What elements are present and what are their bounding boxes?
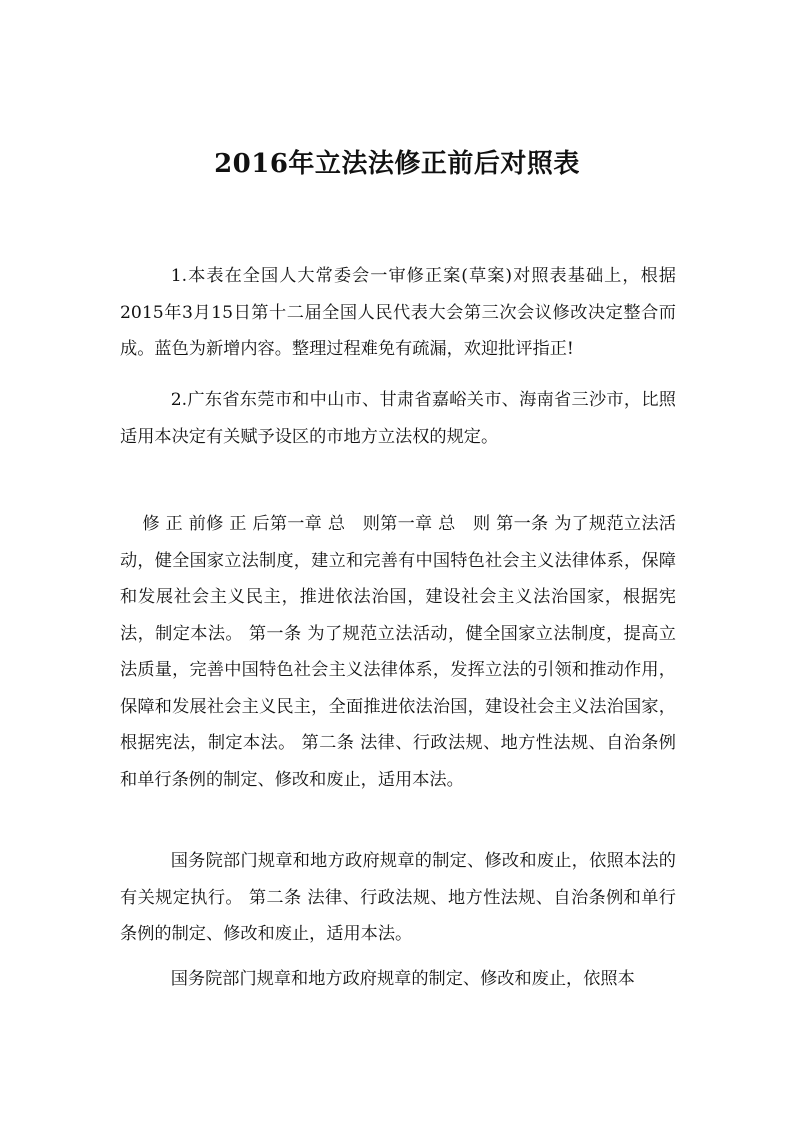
body-paragraph-3: 国务院部门规章和地方政府规章的制定、修改和废止，依照本 <box>170 969 635 989</box>
body-paragraph-1: 修 正 前修 正 后第一章 总 则第一章 总 则 第一条 为了规范立法活动，健全国家立法制度，建立和完善有中国特色社会主义法律体系，保障和发展社会主义民主，推进依法治国，建设社会主义法治国家，根据宪法，制定本法。 第一条 为了规范立法活动，健全国家立法制度，提高立法质量，完善中国特色社会主义法律体系，发挥立法的引领和推动作用，保障和发展社会主义民主，全面推进依法治国，建设社会主义法治国家，根据宪法，制定本法。 第二条 法律、行政法规、地方性法规、自治条例和单行条例的制定、修改和废止，适用本法。 <box>120 514 676 790</box>
note-paragraph-2: 2.广东省东莞市和中山市、甘肃省嘉峪关市、海南省三沙市，比照适用本决定有关赋予设区的市地方立法权的规定。 <box>120 390 676 447</box>
body-paragraph-2: 国务院部门规章和地方政府规章的制定、修改和废止，依照本法的有关规定执行。 第二条 法律、行政法规、地方性法规、自治条例和单行条例的制定、修改和废止，适用本法。 <box>120 851 676 944</box>
note-paragraph-1: 1.本表在全国人大常委会一审修正案(草案)对照表基础上，根据2015年3月15日第十二届全国人民代表大会第三次会议修改决定整合而成。蓝色为新增内容。整理过程难免有疏漏，欢迎批评指正! <box>120 266 676 359</box>
document-title: 2016年立法法修正前后对照表 <box>214 149 580 179</box>
